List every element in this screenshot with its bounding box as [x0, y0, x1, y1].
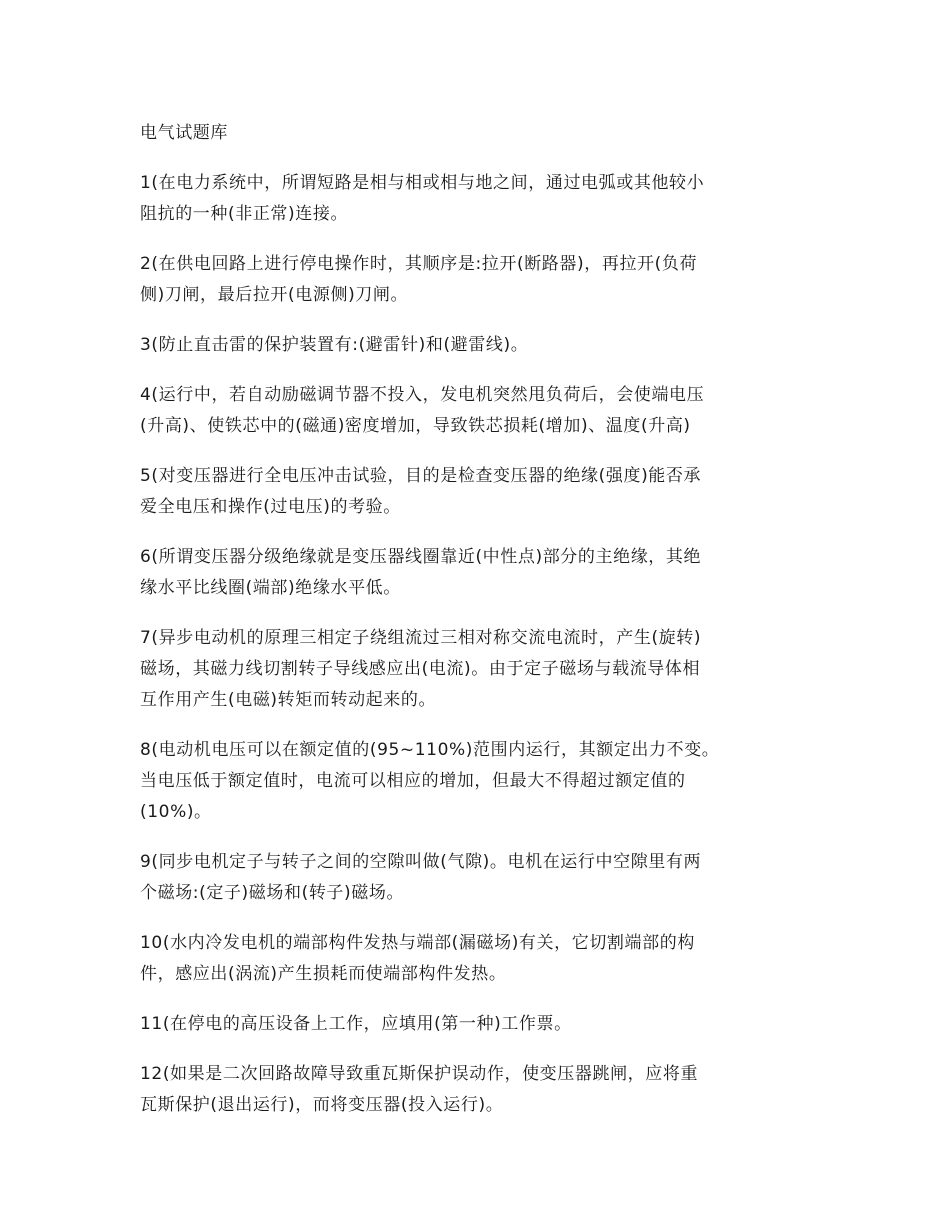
question-item	[140, 847, 820, 909]
document-body	[140, 118, 820, 1140]
question-list	[140, 168, 820, 1121]
question-line: 12(如果是二次回路故障导致重瓦斯保护误动作，使变压器跳闸，应将重	[140, 1064, 699, 1084]
question-item	[140, 168, 820, 230]
question-item	[140, 928, 820, 990]
question-line: 2(在供电回路上进行停电操作时，其顺序是:拉开(断路器)，再拉开(负荷	[140, 254, 698, 274]
question-line: 瓦斯保护(退出运行)，而将变压器(投入运行)。	[140, 1095, 504, 1115]
question-line: (升高)、使铁芯中的(磁通)密度增加，导致铁芯损耗(增加)、温度(升高)	[140, 416, 691, 436]
question-line: 磁场，其磁力线切割转子导线感应出(电流)。由于定子磁场与载流导体相	[140, 659, 701, 679]
question-line: 3(防止直击雷的保护装置有:(避雷针)和(避雷线)。	[140, 335, 529, 355]
question-item	[140, 623, 820, 716]
question-line: 10(水内冷发电机的端部构件发热与端部(漏磁场)有关，它切割端部的构	[140, 933, 695, 953]
document-title: 电气试题库	[140, 123, 228, 143]
question-line: 互作用产生(电磁)转矩而转动起来的。	[140, 690, 437, 710]
question-item	[140, 330, 820, 361]
question-line: 8(电动机电压可以在额定值的(95~110%)范围内运行，其额定出力不变。	[140, 740, 720, 760]
question-line: 6(所谓变压器分级绝缘就是变压器线圈靠近(中性点)部分的主绝缘，其绝	[140, 547, 702, 567]
question-line: 缘水平比线圈(端部)绝缘水平低。	[140, 578, 401, 598]
question-line: (10%)。	[140, 802, 212, 822]
question-line: 个磁场:(定子)磁场和(转子)磁场。	[140, 883, 405, 903]
question-line: 7(异步电动机的原理三相定子绕组流过三相对称交流电流时，产生(旋转)	[140, 628, 702, 648]
question-line: 件，感应出(涡流)产生损耗而使端部构件发热。	[140, 964, 507, 984]
question-item	[140, 735, 820, 828]
question-item	[140, 249, 820, 311]
question-item	[140, 380, 820, 442]
question-line: 侧)刀闸，最后拉开(电源侧)刀闸。	[140, 285, 409, 305]
question-line: 11(在停电的高压设备上工作，应填用(第一种)工作票。	[140, 1014, 572, 1034]
question-line: 9(同步电机定子与转子之间的空隙叫做(气隙)。电机在运行中空隙里有两	[140, 852, 702, 872]
question-line: 1(在电力系统中，所谓短路是相与相或相与地之间，通过电弧或其他较小	[140, 173, 705, 193]
question-line: 4(运行中，若自动励磁调节器不投入，发电机突然甩负荷后，会使端电压	[140, 385, 705, 405]
question-item	[140, 461, 820, 523]
question-line: 爱全电压和操作(过电压)的考验。	[140, 497, 401, 517]
question-item	[140, 1059, 820, 1121]
question-line: 阻抗的一种(非正常)连接。	[140, 204, 349, 224]
question-line: 当电压低于额定值时，电流可以相应的增加，但最大不得超过额定值的	[140, 771, 686, 791]
question-item	[140, 1009, 820, 1040]
question-line: 5(对变压器进行全电压冲击试验，目的是检查变压器的绝缘(强度)能否承	[140, 466, 702, 486]
question-item	[140, 542, 820, 604]
